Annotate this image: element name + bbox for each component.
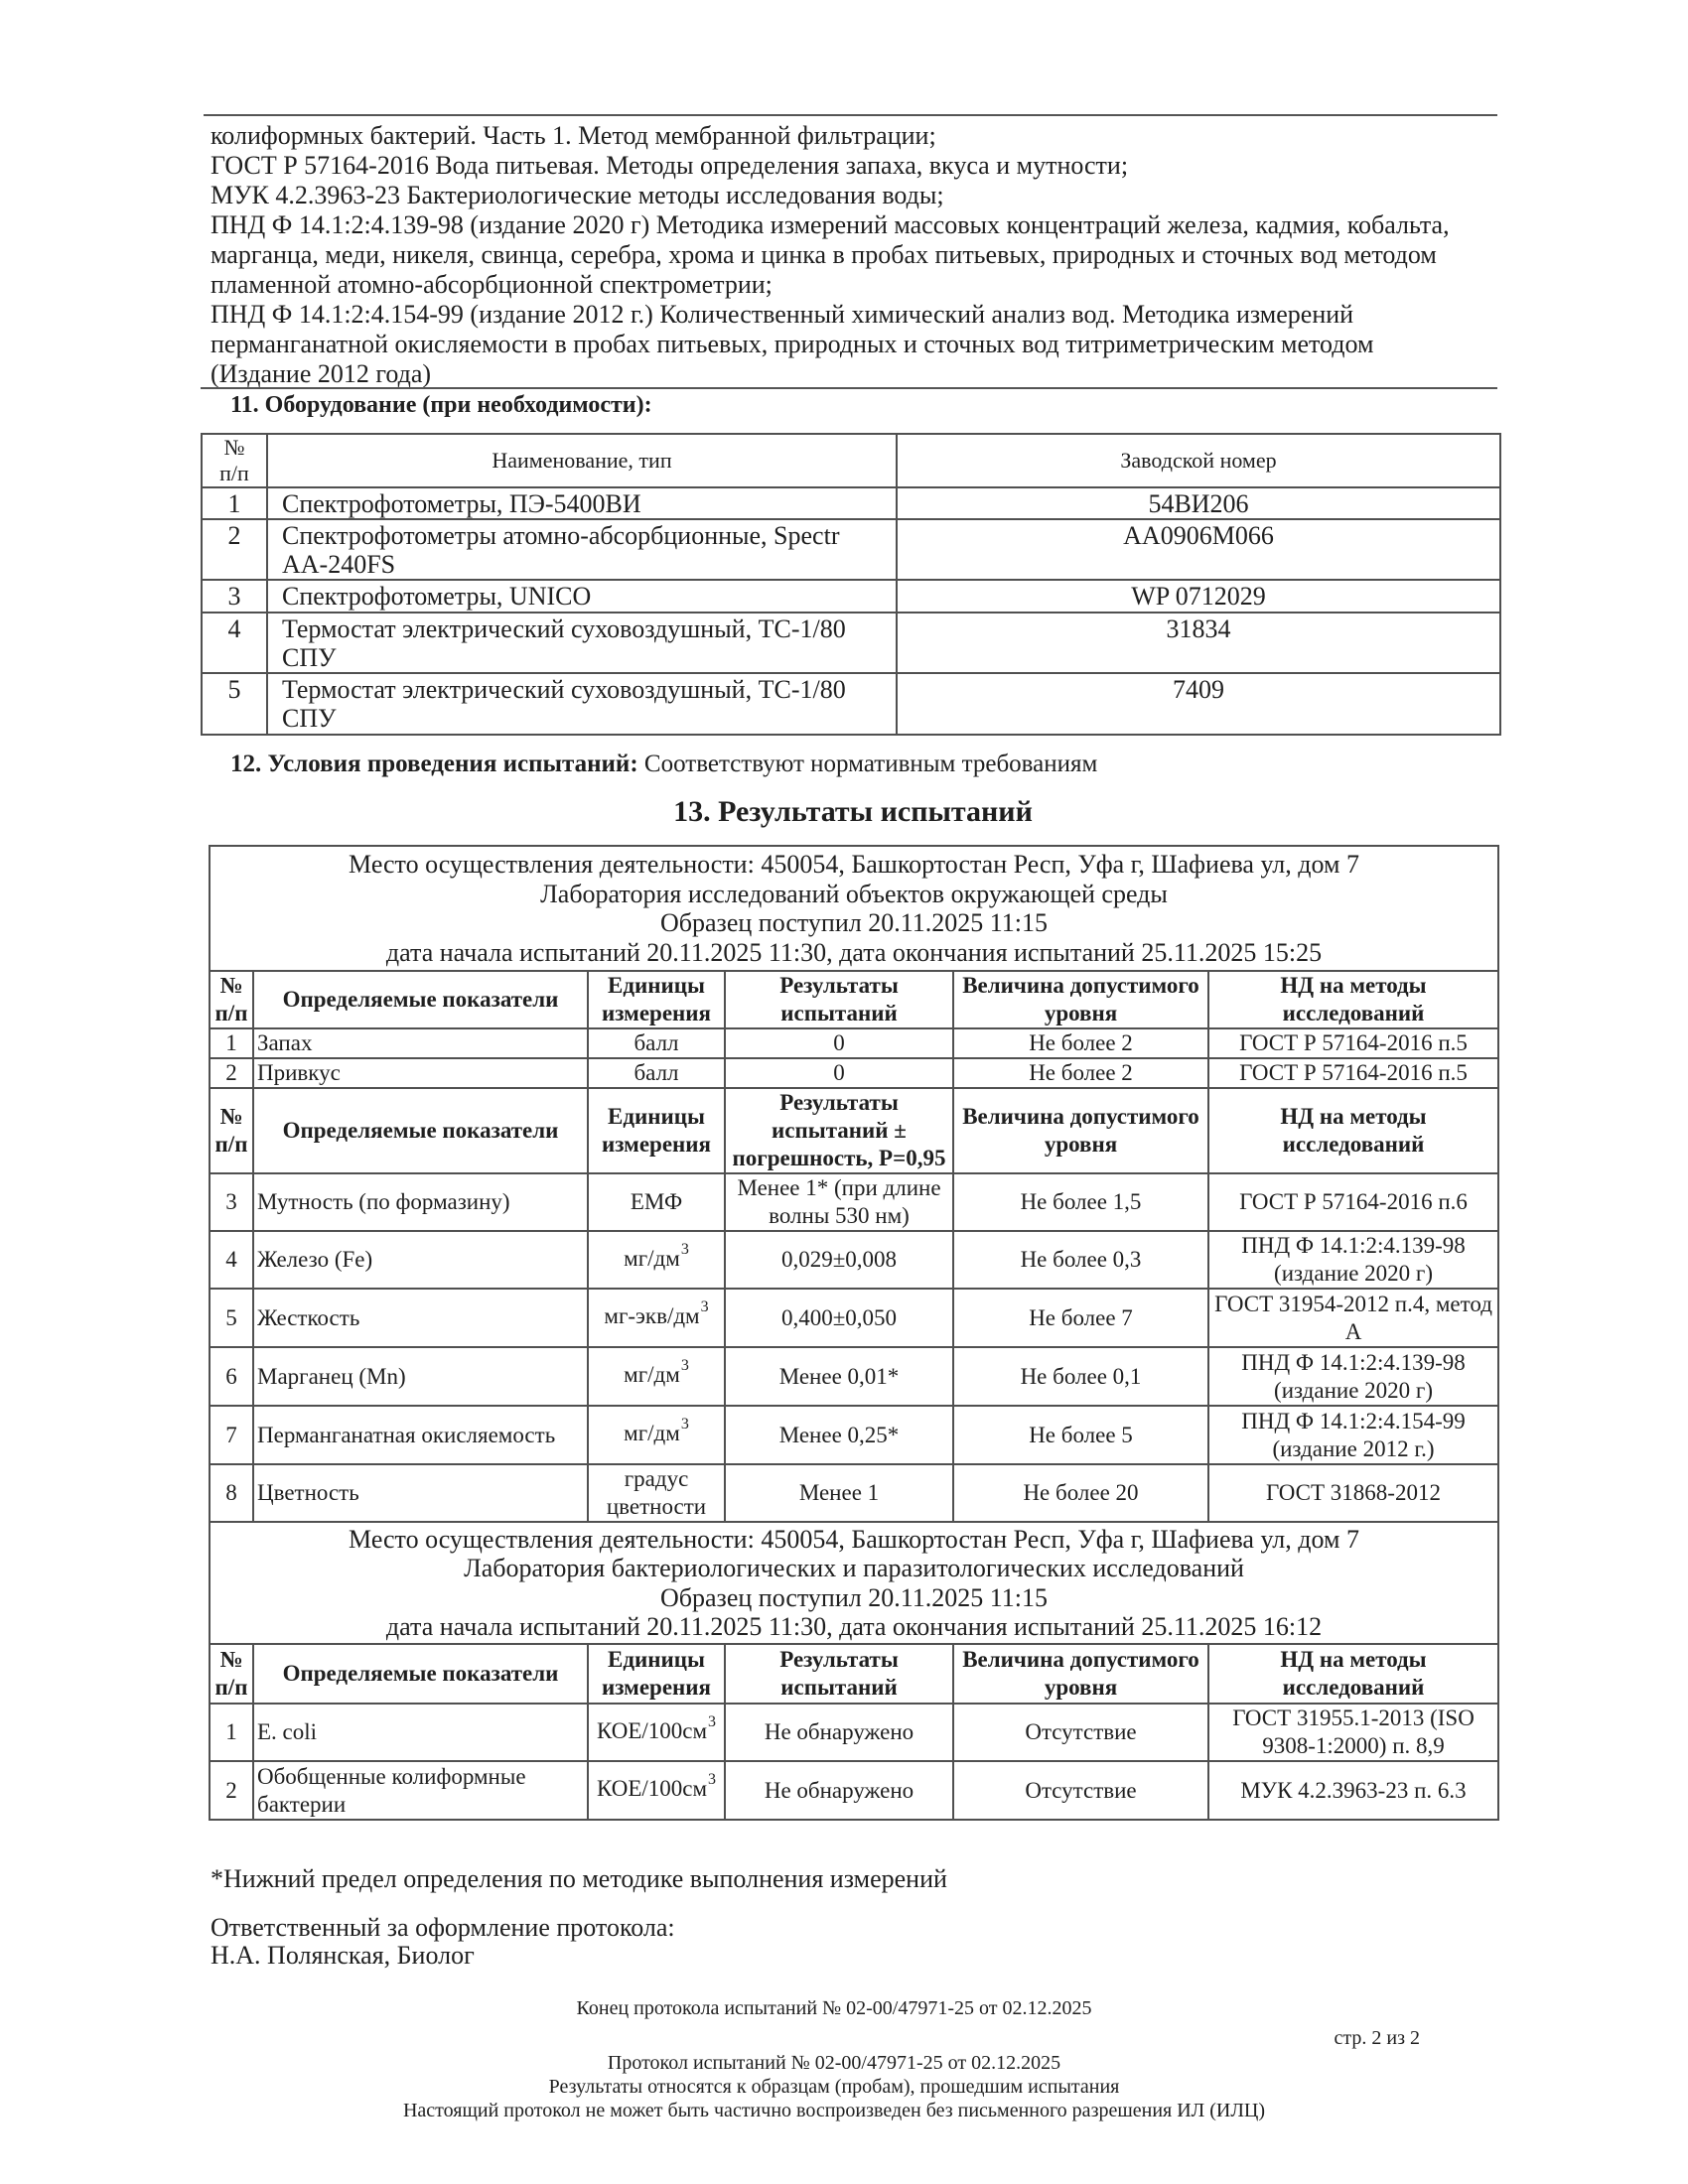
header-unit: Единицы измерения <box>588 1088 725 1173</box>
unit-label: балл <box>633 1060 679 1085</box>
equipment-serial: 54ВИ206 <box>897 487 1500 519</box>
equipment-row <box>202 580 1500 613</box>
result-value-cell <box>725 1289 953 1347</box>
header-unit: Единицы измерения <box>588 1644 725 1704</box>
unit-label: мг/дм <box>624 1362 680 1387</box>
result-value-cell <box>725 1173 953 1231</box>
equipment-serial: 31834 <box>897 613 1500 673</box>
allowed-level-cell <box>953 1704 1208 1761</box>
header-method: НД на методы исследований <box>1208 1088 1498 1173</box>
unit-label: балл <box>633 1030 679 1055</box>
unit-label: градус цветности <box>606 1466 707 1519</box>
method-standard-cell <box>1208 1406 1498 1464</box>
method-standard: ГОСТ 31955.1-2013 (ISO 9308-1:2000) п. 8,9 <box>1232 1706 1475 1758</box>
method-standard: ПНД Ф 14.1:2:4.139-98 (издание 2020 г) <box>1241 1233 1466 1286</box>
test-conditions <box>230 750 1097 779</box>
allowed-level-cell <box>953 1406 1208 1464</box>
unit-label: КОЕ/100см <box>596 1776 708 1801</box>
result-value-cell <box>725 1704 953 1761</box>
equipment-serial-header: Заводской номер <box>897 434 1500 487</box>
result-row <box>210 1464 1498 1522</box>
equipment-heading: 11. Оборудование (при необходимости): <box>230 392 652 418</box>
lab-info <box>210 846 1498 971</box>
unit-cell <box>588 1289 725 1347</box>
methods-list <box>211 121 1450 389</box>
header-unit: Единицы измерения <box>588 971 725 1028</box>
result-value: 0 <box>833 1060 845 1085</box>
method-reference-line: ГОСТ Р 57164-2016 Вода питьевая. Методы определения запаха, вкуса и мутности; <box>211 151 1129 180</box>
allowed-level-cell <box>953 1028 1208 1058</box>
indicator-name: Железо (Fe) <box>257 1247 373 1272</box>
row-number: 4 <box>225 1247 237 1272</box>
footnote: *Нижний предел определения по методике выполнения измерений <box>211 1864 947 1893</box>
unit-exponent: 3 <box>680 1240 689 1258</box>
unit-cell <box>588 1058 725 1088</box>
result-value-cell <box>725 1231 953 1289</box>
equipment-name-header: Наименование, тип <box>267 434 897 487</box>
lab-info-line: Место осуществления деятельности: 450054, Башкортостан Респ, Уфа г, Шафиева ул, дом 7 <box>349 850 1359 879</box>
header-result: Результаты испытаний <box>725 1644 953 1704</box>
result-value: 0 <box>833 1030 845 1055</box>
allowed-level-cell <box>953 1058 1208 1088</box>
result-value: Не обнаружено <box>764 1719 914 1744</box>
result-row <box>210 1058 1498 1088</box>
lab-info-line: дата начала испытаний 20.11.2025 11:30, дата окончания испытаний 25.11.2025 15:25 <box>385 937 1323 967</box>
allowed-level: Не более 2 <box>1029 1030 1133 1055</box>
row-number-cell <box>210 1289 253 1347</box>
method-reference-line: перманганатной окисляемости в пробах питьевых, природных и сточных вод титриметрическим методом <box>211 330 1374 358</box>
result-value: Менее 1* (при длине волны 530 нм) <box>737 1175 941 1228</box>
method-standard-cell <box>1208 1704 1498 1761</box>
unit-exponent: 3 <box>680 1416 689 1433</box>
indicator-name-cell <box>253 1289 588 1347</box>
unit-label: мг-экв/дм <box>604 1303 700 1328</box>
unit-cell <box>588 1761 725 1820</box>
allowed-level: Не более 0,1 <box>1020 1363 1142 1389</box>
result-value-cell <box>725 1058 953 1088</box>
row-number: 1 <box>225 1030 237 1055</box>
equipment-name: Спектрофотометры, UNICO <box>267 580 897 613</box>
equipment-number: 3 <box>202 580 267 613</box>
equipment-number-header: № п/п <box>202 434 267 487</box>
method-standard: ГОСТ Р 57164-2016 п.5 <box>1239 1060 1468 1085</box>
unit-exponent: 3 <box>680 1357 689 1374</box>
equipment-number: 5 <box>202 673 267 735</box>
indicator-name-cell <box>253 1704 588 1761</box>
lab-info-line: Образец поступил 20.11.2025 11:15 <box>660 1582 1049 1612</box>
result-row <box>210 1761 1498 1820</box>
header-indicator: Определяемые показатели <box>253 971 588 1028</box>
lab-info-row <box>210 1522 1498 1644</box>
indicator-name-cell <box>253 1231 588 1289</box>
lab-info-line: Образец поступил 20.11.2025 11:15 <box>660 908 1049 937</box>
method-standard-cell <box>1208 1173 1498 1231</box>
method-standard: ГОСТ Р 57164-2016 п.6 <box>1239 1189 1468 1214</box>
method-standard: ГОСТ 31868-2012 <box>1266 1480 1441 1505</box>
indicator-name: Перманганатная окисляемость <box>257 1422 556 1447</box>
indicator-name: Жесткость <box>257 1304 360 1330</box>
unit-exponent: 3 <box>700 1298 709 1315</box>
equipment-row <box>202 673 1500 735</box>
equipment-number: 1 <box>202 487 267 519</box>
indicator-name: E. coli <box>257 1719 318 1744</box>
test-conditions-label: 12. Условия проведения испытаний: <box>230 751 638 777</box>
row-number-cell <box>210 1173 253 1231</box>
indicator-name-cell <box>253 1058 588 1088</box>
unit-exponent: 3 <box>708 1712 717 1730</box>
result-value: 0,400±0,050 <box>780 1304 898 1330</box>
header-method: НД на методы исследований <box>1208 1644 1498 1704</box>
allowed-level: Не более 5 <box>1029 1422 1133 1447</box>
row-number-cell <box>210 1231 253 1289</box>
equipment-name: Термостат электрический суховоздушный, ТС-1/80 СПУ <box>267 673 897 735</box>
unit-cell <box>588 1231 725 1289</box>
method-reference-line: марганца, меди, никеля, свинца, серебра, хрома и цинка в пробах питьевых, природных и сточных вод методом <box>211 240 1437 269</box>
indicator-name: Мутность (по формазину) <box>257 1189 510 1214</box>
results-header-row <box>210 971 1498 1028</box>
results-title: 13. Результаты испытаний <box>673 795 1033 828</box>
allowed-level: Не более 1,5 <box>1020 1189 1142 1214</box>
equipment-row <box>202 519 1500 580</box>
row-number-cell <box>210 1406 253 1464</box>
allowed-level: Отсутствие <box>1025 1719 1137 1744</box>
unit-label: КОЕ/100см <box>596 1717 708 1743</box>
unit-cell <box>588 1173 725 1231</box>
row-number-cell <box>210 1761 253 1820</box>
result-value: Менее 1 <box>798 1480 880 1505</box>
method-standard-cell <box>1208 1761 1498 1820</box>
page-footer <box>238 2051 1430 2122</box>
unit-label: мг/дм <box>624 1421 680 1445</box>
row-number: 6 <box>225 1363 237 1389</box>
lab-info-line: дата начала испытаний 20.11.2025 11:30, дата окончания испытаний 25.11.2025 16:12 <box>385 1612 1323 1641</box>
footer-line: Настоящий протокол не может быть частично воспроизведен без письменного разрешения ИЛ (ИЛЦ) <box>402 2100 1266 2121</box>
result-row <box>210 1289 1498 1347</box>
method-reference-line: МУК 4.2.3963-23 Бактериологические методы исследования воды; <box>211 181 944 209</box>
row-number: 3 <box>225 1189 237 1214</box>
equipment-header-row <box>202 434 1500 487</box>
section-divider <box>201 387 1497 389</box>
header-method: НД на методы исследований <box>1208 971 1498 1028</box>
header-number: № п/п <box>210 971 253 1028</box>
footer-line: Результаты относятся к образцам (пробам), прошедшим испытания <box>548 2076 1120 2098</box>
header-allowed: Величина допустимого уровня <box>953 971 1208 1028</box>
equipment-serial: WP 0712029 <box>897 580 1500 613</box>
method-standard: ГОСТ 31954-2012 п.4, метод А <box>1214 1291 1492 1344</box>
header-number: № п/п <box>210 1644 253 1704</box>
equipment-row <box>202 613 1500 673</box>
row-number-cell <box>210 1028 253 1058</box>
equipment-name: Спектрофотометры атомно-абсорбционные, Spectr AA-240FS <box>267 519 897 580</box>
row-number-cell <box>210 1347 253 1406</box>
method-standard-cell <box>1208 1028 1498 1058</box>
method-reference-line: пламенной атомно-абсорбционной спектрометрии; <box>211 270 773 299</box>
equipment-name: Спектрофотометры, ПЭ-5400ВИ <box>267 487 897 519</box>
equipment-row <box>202 487 1500 519</box>
indicator-name: Цветность <box>257 1480 359 1505</box>
method-standard: ГОСТ Р 57164-2016 п.5 <box>1239 1030 1468 1055</box>
responsible-person: Н.А. Полянская, Биолог <box>211 1941 475 1970</box>
allowed-level-cell <box>953 1173 1208 1231</box>
allowed-level-cell <box>953 1289 1208 1347</box>
allowed-level-cell <box>953 1231 1208 1289</box>
unit-cell <box>588 1464 725 1522</box>
result-value: Менее 0,01* <box>778 1363 900 1389</box>
row-number-cell <box>210 1464 253 1522</box>
unit-exponent: 3 <box>708 1771 717 1788</box>
row-number: 2 <box>225 1777 237 1803</box>
result-value-cell <box>725 1028 953 1058</box>
equipment-table <box>201 433 1501 736</box>
test-conditions-value: Соответствуют нормативным требованиям <box>643 751 1098 777</box>
lab-info-line: Место осуществления деятельности: 450054, Башкортостан Респ, Уфа г, Шафиева ул, дом 7 <box>349 1524 1359 1554</box>
method-reference-line: (Издание 2012 года) <box>211 359 432 388</box>
indicator-name-cell <box>253 1761 588 1820</box>
method-standard-cell <box>1208 1058 1498 1088</box>
results-header-row <box>210 1088 1498 1173</box>
method-standard-cell <box>1208 1347 1498 1406</box>
indicator-name-cell <box>253 1406 588 1464</box>
equipment-name: Термостат электрический суховоздушный, ТС-1/80 СПУ <box>267 613 897 673</box>
responsible-label: Ответственный за оформление протокола: <box>211 1913 675 1942</box>
unit-cell <box>588 1406 725 1464</box>
row-number-cell <box>210 1704 253 1761</box>
method-standard-cell <box>1208 1464 1498 1522</box>
indicator-name-cell <box>253 1173 588 1231</box>
indicator-name: Привкус <box>257 1060 341 1085</box>
indicator-name-cell <box>253 1028 588 1058</box>
indicator-name: Запах <box>257 1030 313 1055</box>
indicator-name: Обобщенные колиформные бактерии <box>257 1763 526 1817</box>
header-indicator: Определяемые показатели <box>253 1088 588 1173</box>
result-value: 0,029±0,008 <box>780 1247 898 1272</box>
unit-cell <box>588 1347 725 1406</box>
row-number: 2 <box>225 1060 237 1085</box>
lab-info-line: Лаборатория исследований объектов окружающей среды <box>540 879 1168 908</box>
header-indicator: Определяемые показатели <box>253 1644 588 1704</box>
page-number: стр. 2 из 2 <box>1334 2027 1420 2049</box>
header-result: Результаты испытаний ± погрешность, P=0,95 <box>725 1088 953 1173</box>
method-standard: ПНД Ф 14.1:2:4.139-98 (издание 2020 г) <box>1241 1349 1466 1403</box>
lab-info <box>210 1522 1498 1644</box>
indicator-name-cell <box>253 1347 588 1406</box>
result-row <box>210 1173 1498 1231</box>
result-value-cell <box>725 1406 953 1464</box>
result-row <box>210 1704 1498 1761</box>
header-result: Результаты испытаний <box>725 971 953 1028</box>
equipment-serial: 7409 <box>897 673 1500 735</box>
result-value: Не обнаружено <box>764 1777 914 1803</box>
method-standard-cell <box>1208 1231 1498 1289</box>
result-value-cell <box>725 1464 953 1522</box>
equipment-serial: AA0906M066 <box>897 519 1500 580</box>
result-value: Менее 0,25* <box>778 1422 900 1447</box>
end-of-protocol: Конец протокола испытаний № 02-00/47971-25 от 02.12.2025 <box>576 1997 1092 2019</box>
allowed-level-cell <box>953 1761 1208 1820</box>
result-row <box>210 1347 1498 1406</box>
result-row <box>210 1231 1498 1289</box>
top-divider <box>204 114 1497 116</box>
unit-cell <box>588 1028 725 1058</box>
result-value-cell <box>725 1347 953 1406</box>
method-reference-line: ПНД Ф 14.1:2:4.154-99 (издание 2012 г.) Количественный химический анализ вод. Методика измерений <box>211 300 1354 329</box>
allowed-level: Отсутствие <box>1025 1777 1137 1803</box>
header-allowed: Величина допустимого уровня <box>953 1088 1208 1173</box>
result-row <box>210 1406 1498 1464</box>
result-value-cell <box>725 1761 953 1820</box>
equipment-number: 4 <box>202 613 267 673</box>
method-reference-line: колиформных бактерий. Часть 1. Метод мембранной фильтрации; <box>211 121 936 150</box>
lab-info-row <box>210 846 1498 971</box>
allowed-level: Не более 2 <box>1029 1060 1133 1085</box>
results-table <box>209 845 1499 1821</box>
method-standard: МУК 4.2.3963-23 п. 6.3 <box>1240 1777 1467 1803</box>
unit-label: мг/дм <box>624 1245 680 1271</box>
responsible-block <box>211 1914 675 1970</box>
allowed-level-cell <box>953 1464 1208 1522</box>
results-header-row <box>210 1644 1498 1704</box>
method-reference-line: ПНД Ф 14.1:2:4.139-98 (издание 2020 г) Методика измерений массовых концентраций железа, кадмия, кобальта, <box>211 210 1450 239</box>
indicator-name-cell <box>253 1464 588 1522</box>
unit-cell <box>588 1704 725 1761</box>
unit-label: ЕМФ <box>630 1189 683 1214</box>
allowed-level-cell <box>953 1347 1208 1406</box>
allowed-level: Не более 7 <box>1029 1304 1133 1330</box>
header-number: № п/п <box>210 1088 253 1173</box>
result-row <box>210 1028 1498 1058</box>
header-allowed: Величина допустимого уровня <box>953 1644 1208 1704</box>
row-number: 5 <box>225 1304 237 1330</box>
row-number: 7 <box>225 1422 237 1447</box>
method-standard-cell <box>1208 1289 1498 1347</box>
equipment-number: 2 <box>202 519 267 580</box>
row-number: 8 <box>225 1480 237 1505</box>
row-number-cell <box>210 1058 253 1088</box>
allowed-level: Не более 20 <box>1023 1480 1139 1505</box>
method-standard: ПНД Ф 14.1:2:4.154-99 (издание 2012 г.) <box>1241 1408 1466 1461</box>
indicator-name: Марганец (Mn) <box>257 1363 406 1389</box>
footer-line: Протокол испытаний № 02-00/47971-25 от 02.12.2025 <box>607 2052 1061 2074</box>
row-number: 1 <box>225 1719 237 1744</box>
lab-info-line: Лаборатория бактериологических и паразитологических исследований <box>464 1554 1244 1582</box>
allowed-level: Не более 0,3 <box>1020 1247 1142 1272</box>
